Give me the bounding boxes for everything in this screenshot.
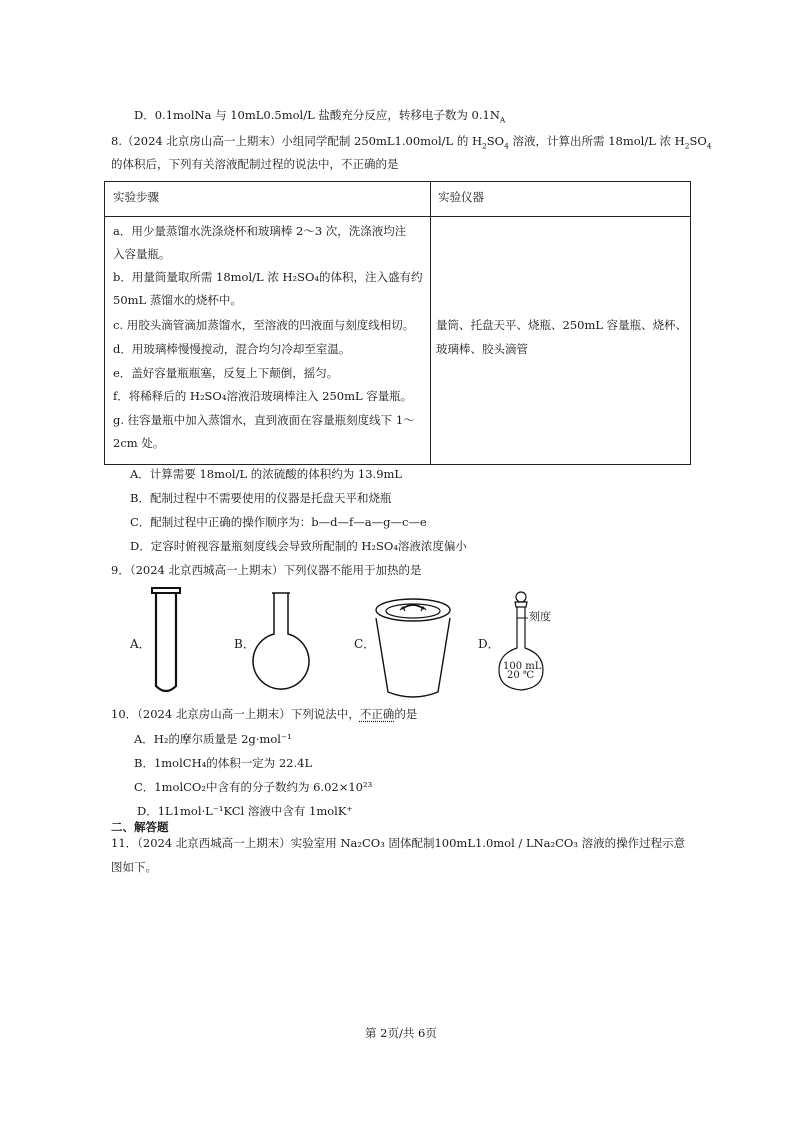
instruments-line2: 玻璃棒、胶头滴管 bbox=[436, 342, 528, 356]
q8-option-d: D．定容时俯视容量瓶刻度线会导致所配制的 H₂SO₄溶液浓度偏小 bbox=[130, 539, 467, 553]
test-tube-icon bbox=[150, 586, 182, 698]
step-line: d．用玻璃棒慢慢搅动，混合均匀冷却至室温。 bbox=[113, 342, 351, 356]
q8-option-b: B．配制过程中不需要使用的仪器是托盘天平和烧瓶 bbox=[130, 491, 392, 505]
q8-option-c: C．配制过程中正确的操作顺序为：b—d—f—a—g—c—e bbox=[130, 515, 427, 529]
step-line: 50mL 蒸馏水的烧杯中。 bbox=[113, 293, 242, 307]
table-header-instruments: 实验仪器 bbox=[438, 190, 484, 204]
q10-stem: 10．（2024 北京房山高一上期末）下列说法中，不正确的是 bbox=[111, 707, 418, 721]
step-line: g. 往容量瓶中加入蒸馏水，直到液面在容量瓶刻度线下 1～ bbox=[113, 413, 415, 427]
table-header-steps: 实验步骤 bbox=[113, 190, 159, 204]
instruments-line1: 量筒、托盘天平、烧瓶、250mL 容量瓶、烧杯、 bbox=[436, 318, 688, 332]
section-title: 二、解答题 bbox=[111, 820, 169, 834]
q8-option-a: A．计算需要 18mol/L 的浓硫酸的体积约为 13.9mL bbox=[130, 467, 403, 481]
q7-option-d: D．0.1molNa 与 10mL0.5mol/L 盐酸充分反应，转移电子数为 $0.1N_A$ bbox=[134, 108, 506, 125]
step-line: f．将稀释后的 H₂SO₄溶液沿玻璃棒注入 250mL 容量瓶。 bbox=[113, 389, 413, 403]
q9-label-d: D． bbox=[478, 637, 500, 651]
flask-mark-label: 刻度 bbox=[529, 610, 551, 623]
q8-table bbox=[104, 181, 691, 465]
page-footer: 第 2页/共 6页 bbox=[365, 1026, 437, 1040]
q9-stem: 9．（2024 北京西城高一上期末）下列仪器不能用于加热的是 bbox=[111, 563, 422, 577]
step-line: c. 用胶头滴管滴加蒸馏水，至溶液的凹液面与刻度线相切。 bbox=[113, 318, 415, 332]
q9-label-a: A． bbox=[130, 637, 151, 651]
flask-temp-label: 20 ℃ bbox=[507, 670, 535, 681]
q8-stem-line1: 8.（2024 北京房山高一上期末）小组同学配制 250mL1.00mol/L 的 $H_2SO_4$ 溶液，计算出所需 18mol/L 浓 $H_2SO_4$ bbox=[111, 134, 712, 151]
flask-volume-label: 100 mL bbox=[503, 661, 542, 672]
round-bottom-flask-icon bbox=[250, 590, 312, 694]
step-line: 入容量瓶。 bbox=[113, 247, 171, 261]
q10-option-d: D．1L1mol·L⁻¹KCl 溶液中含有 1molK⁺ bbox=[137, 804, 353, 818]
step-line: 2cm 处。 bbox=[113, 436, 165, 450]
q10-option-c: C．1molCO₂中含有的分子数约为 6.02×10²³ bbox=[134, 780, 373, 794]
q10-option-b: B．1molCH₄的体积一定为 22.4L bbox=[134, 756, 313, 770]
q11-stem-line1: 11．（2024 北京西城高一上期末）实验室用 Na₂CO₃ 固体配制100mL1.0mol / LNa₂CO₃ 溶液的操作过程示意 bbox=[111, 836, 686, 850]
crucible-icon bbox=[370, 596, 456, 704]
q9-label-b: B． bbox=[234, 637, 255, 651]
q10-option-a: A．H₂的摩尔质量是 2g·mol⁻¹ bbox=[134, 732, 292, 746]
step-line: b．用量筒量取所需 18mol/L 浓 H₂SO₄的体积，注入盛有约 bbox=[113, 270, 423, 284]
q11-stem-line2: 图如下。 bbox=[111, 860, 157, 874]
q9-label-c: C． bbox=[354, 637, 376, 651]
step-line: a．用少量蒸馏水洗涤烧杯和玻璃棒 2～3 次，洗涤液均注 bbox=[113, 224, 407, 238]
step-line: e．盖好容量瓶瓶塞，反复上下颠倒，摇匀。 bbox=[113, 366, 339, 380]
q8-stem-line2: 的体积后，下列有关溶液配制过程的说法中，不正确的是 bbox=[111, 157, 399, 171]
